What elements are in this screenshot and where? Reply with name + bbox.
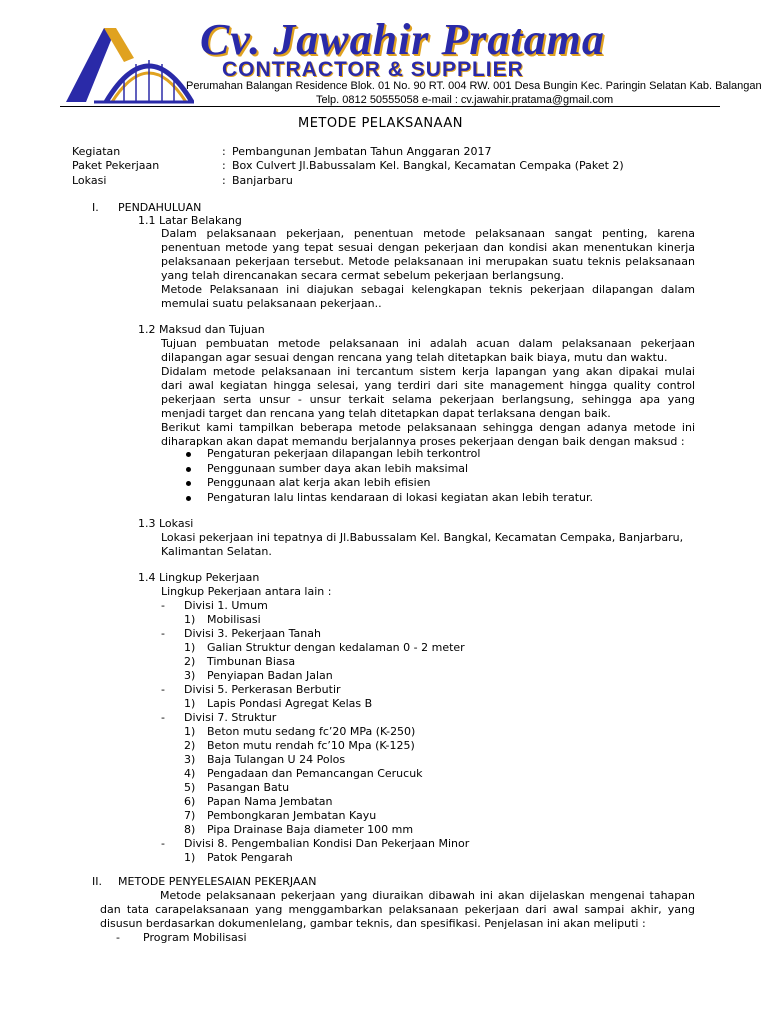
item-number: 1) (184, 697, 196, 710)
list-dash: - (161, 627, 165, 640)
list-dash: - (161, 837, 165, 850)
item-number: 1) (184, 851, 196, 864)
paragraph (100, 889, 695, 931)
text-line: Lingkup Pekerjaan antara lain : (161, 585, 332, 598)
meta-label: Paket Pekerjaan (72, 159, 160, 172)
list-item: Timbunan Biasa (207, 655, 296, 668)
text-line: Dalam pelaksanaan pekerjaan, penentuan metode pelaksanaan sangat penting, karena (161, 227, 695, 240)
item-number: 6) (184, 795, 196, 808)
list-item: Penggunaan alat kerja akan lebih efisien (207, 476, 431, 489)
section-title: METODE PENYELESAIAN PEKERJAAN (118, 875, 317, 888)
company-contact: Telp. 0812 50555058 e-mail : cv.jawahir.pratama@gmail.com (316, 94, 614, 106)
bullet-icon (186, 481, 191, 486)
document-title: METODE PELAKSANAAN (298, 116, 463, 131)
division-title: Divisi 1. Umum (184, 599, 268, 612)
text-line: pekerjaan serta unsur - unsur terkait selama pekerjaan berlangsung, sehingga apa yang (161, 393, 695, 406)
item-number: 1) (184, 613, 196, 626)
division-title: Divisi 8. Pengembalian Kondisi Dan Pekerjaan Minor (184, 837, 470, 850)
text-line: dan tata carapelaksanaan yang menggambarkan pelaksanaan pekerjaan dari awal sampai akhir, yang (100, 903, 695, 916)
text-line: pelaksanaan pekerjaan tersebut. Metode pelaksanaan ini merupakan suatu teknis pelaksanaan (161, 255, 695, 268)
list-item: Pengaturan pekerjaan dilapangan lebih terkontrol (207, 447, 481, 460)
list-dash: - (161, 599, 165, 612)
list-item: Penyiapan Badan Jalan (207, 669, 333, 682)
list-item: Beton mutu rendah fc’10 Mpa (K-125) (207, 739, 415, 752)
list-item: Beton mutu sedang fc’20 MPa (K-250) (207, 725, 416, 738)
text-line: yang telah direncanakan secara cermat sebelum pekerjaan berlangsung. (161, 269, 565, 282)
list-dash: - (161, 683, 165, 696)
item-number: 2) (184, 655, 196, 668)
list-item: Pipa Drainase Baja diameter 100 mm (207, 823, 414, 836)
list-item: Lapis Pondasi Agregat Kelas B (207, 697, 373, 710)
meta-value: Banjarbaru (232, 174, 293, 187)
division-title: Divisi 3. Pekerjaan Tanah (184, 627, 321, 640)
division-title: Divisi 7. Struktur (184, 711, 277, 724)
bullet-icon (186, 452, 191, 457)
text-line: Metode pelaksanaan pekerjaan yang diuraikan dibawah ini akan dijelaskan mengenai tahapan (160, 889, 695, 902)
text-line: menjadi target dan rencana yang telah ditetapkan dapat terlaksana dengan baik. (161, 407, 611, 420)
list-item: Pembongkaran Jembatan Kayu (207, 809, 377, 822)
section-number: II. (92, 875, 102, 888)
list-item: Penggunaan sumber daya akan lebih maksimal (207, 462, 469, 475)
paragraph (161, 227, 695, 311)
list-item: Galian Struktur dengan kedalaman 0 - 2 meter (207, 641, 465, 654)
company-address: Perumahan Balangan Residence Blok. 01 No. 90 RT. 004 RW. 001 Desa Bungin Kec. Paringin Selatan Kab. Balangan (186, 80, 762, 92)
text-line: penentuan metode yang tepat sesuai dengan pekerjaan dan kondisi akan menentukan kinerja (161, 241, 695, 254)
list-item: Mobilisasi (207, 613, 261, 626)
item-number: 8) (184, 823, 196, 836)
text-line: Metode Pelaksanaan ini diajukan sebagai kelengkapan teknis pekerjaan dilapangan dalam (161, 283, 695, 296)
meta-label: Kegiatan (72, 145, 121, 158)
header-divider (60, 106, 720, 107)
list-item: Pengaturan lalu lintas kendaraan di lokasi kegiatan akan lebih teratur. (207, 491, 593, 504)
text-line: disusun berdasarkan dokumenlelang, gambar teknis, dan spesifikasi. Penjelasan ini akan meliputi : (100, 917, 646, 930)
subsection-title: 1.3 Lokasi (138, 517, 194, 530)
item-number: 5) (184, 781, 196, 794)
meta-sep: : (222, 159, 226, 172)
text-line: Didalam metode pelaksanaan ini tercantum sistem kerja lapangan yang akan dipakai mulai (161, 365, 695, 378)
list-item: Papan Nama Jembatan (207, 795, 333, 808)
meta-sep: : (222, 174, 226, 187)
item-number: 3) (184, 753, 196, 766)
item-number: 2) (184, 739, 196, 752)
list-item: Patok Pengarah (207, 851, 293, 864)
text-line: dari awal kegiatan hingga selesai, yang terdiri dari site management hingga quality control (161, 379, 695, 392)
item-number: 1) (184, 725, 196, 738)
bridge-logo (64, 22, 194, 104)
text-line: Berikut kami tampilkan beberapa metode pelaksanaan sehingga dengan adanya metode ini (161, 421, 695, 434)
item-number: 1) (184, 641, 196, 654)
item-number: 3) (184, 669, 196, 682)
company-subtitle: CONTRACTOR & SUPPLIER (222, 58, 524, 81)
text-line: diharapkan akan dapat memandu berjalannya proses pekerjaan dengan baik dengan maksud : (161, 435, 685, 448)
bullet-icon (186, 496, 191, 501)
section-number: I. (92, 201, 99, 214)
meta-value: Box Culvert Jl.Babussalam Kel. Bangkal, Kecamatan Cempaka (Paket 2) (232, 159, 624, 172)
list-item: Baja Tulangan U 24 Polos (207, 753, 346, 766)
section-title: PENDAHULUAN (118, 201, 202, 214)
bullet-icon (186, 467, 191, 472)
text-line: Tujuan pembuatan metode pelaksanaan ini adalah acuan dalam pelaksanaan pekerjaan (161, 337, 695, 350)
subsection-title: 1.2 Maksud dan Tujuan (138, 323, 265, 336)
list-dash: - (161, 711, 165, 724)
division-title: Divisi 5. Perkerasan Berbutir (184, 683, 341, 696)
meta-label: Lokasi (72, 174, 107, 187)
subsection-title: 1.4 Lingkup Pekerjaan (138, 571, 260, 584)
company-name: Cv. Jawahir Pratama (200, 15, 605, 64)
paragraph (161, 337, 695, 449)
item-number: 4) (184, 767, 196, 780)
text-line: Lokasi pekerjaan ini tepatnya di Jl.Babussalam Kel. Bangkal, Kecamatan Cempaka, Banjarbaru, (161, 531, 684, 544)
list-item: Pasangan Batu (207, 781, 290, 794)
subsection-title: 1.1 Latar Belakang (138, 214, 242, 227)
list-dash: - (116, 931, 120, 944)
meta-sep: : (222, 145, 226, 158)
item-number: 7) (184, 809, 196, 822)
text-line: dilapangan agar sesuai dengan rencana yang telah ditetapkan baik biaya, mutu dan waktu. (161, 351, 668, 364)
list-item: Program Mobilisasi (143, 931, 247, 944)
text-line: memulai suatu pelaksanaan pekerjaan.. (161, 297, 382, 310)
text-line: Kalimantan Selatan. (161, 545, 272, 558)
meta-value: Pembangunan Jembatan Tahun Anggaran 2017 (232, 145, 492, 158)
list-item: Pengadaan dan Pemancangan Cerucuk (207, 767, 423, 780)
